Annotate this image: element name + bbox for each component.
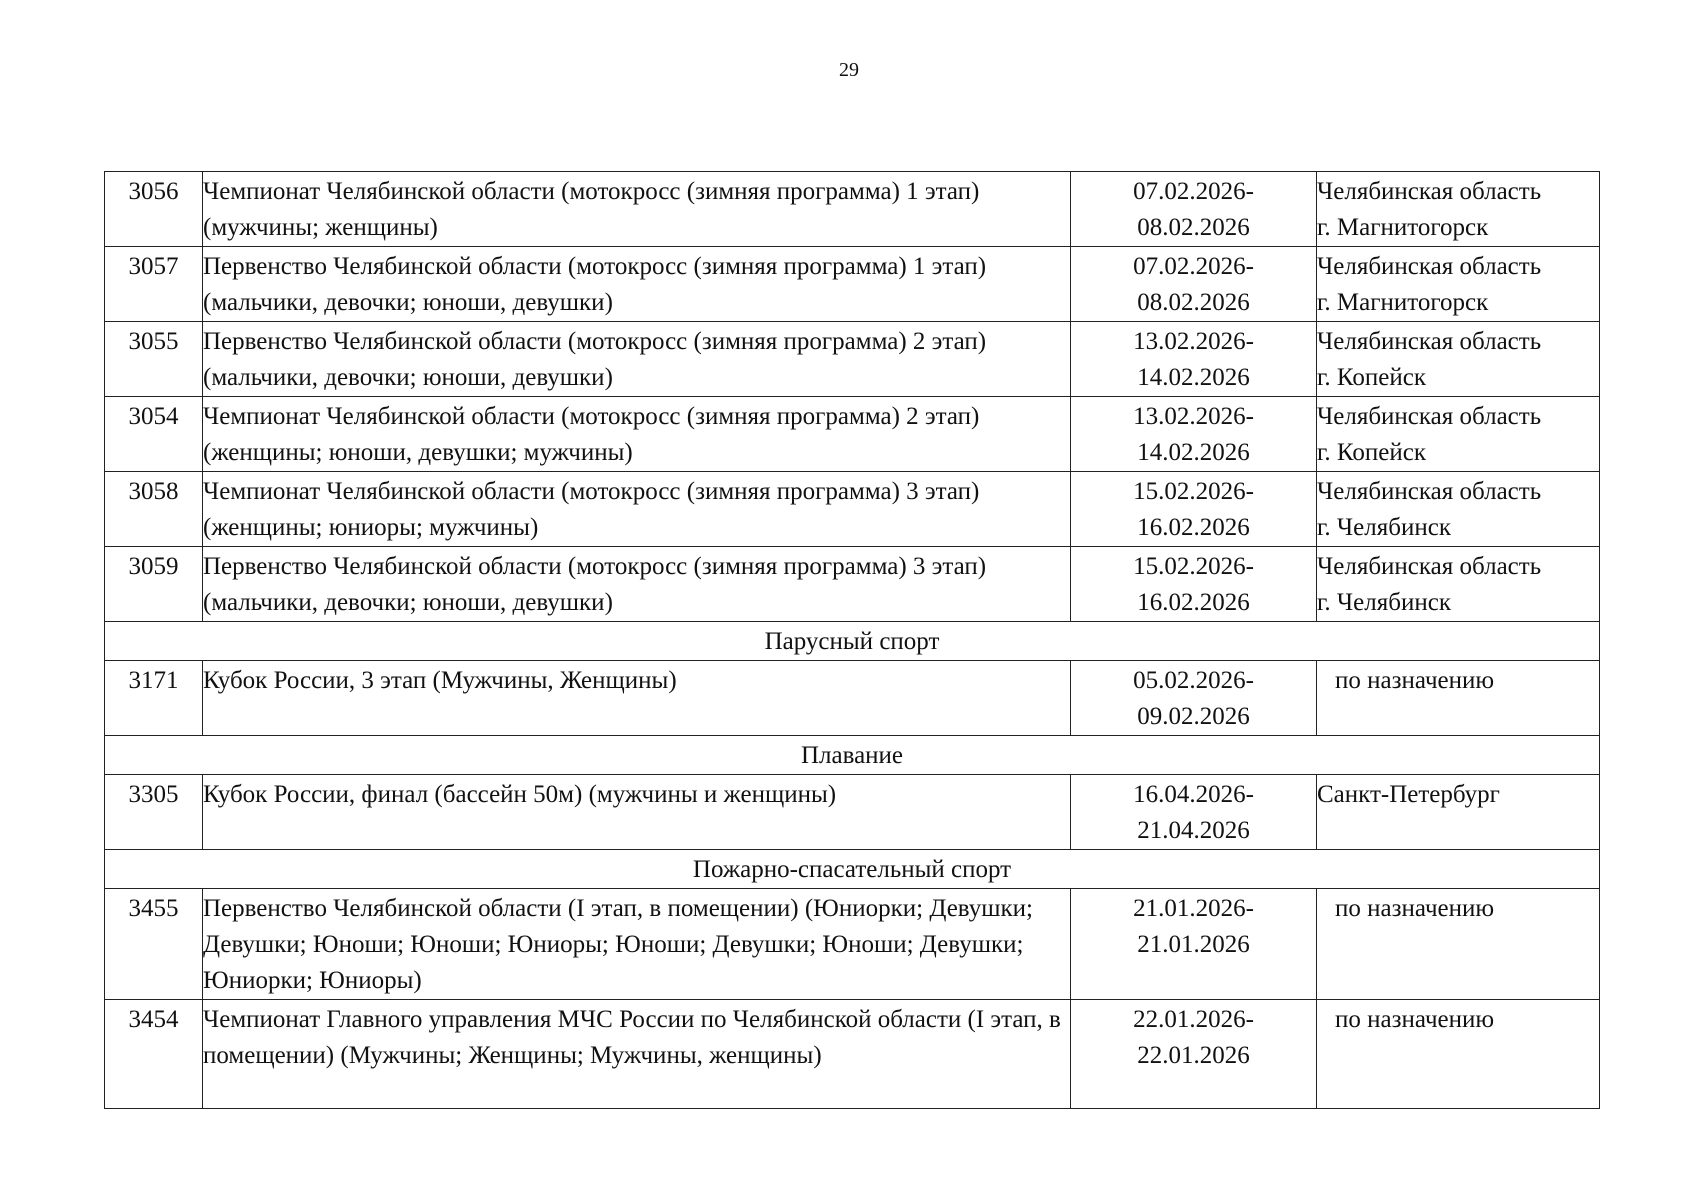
place-region: Челябинская область	[1317, 178, 1542, 205]
event-place	[1317, 247, 1600, 322]
place-region: Челябинская область	[1317, 328, 1542, 355]
section-row	[105, 736, 1600, 775]
event-place	[1317, 889, 1600, 1000]
section-title: Парусный спорт	[105, 622, 1600, 661]
event-place	[1317, 1000, 1600, 1109]
event-name: Первенство Челябинской области (мотокросс (зимняя программа) 1 этап) (мальчики, девочки; юноши, девушки)	[203, 247, 1071, 322]
date-to: 16.02.2026	[1137, 589, 1250, 616]
event-name: Кубок России, финал (бассейн 50м) (мужчины и женщины)	[203, 775, 1071, 850]
date-to: 08.02.2026	[1137, 289, 1250, 316]
date-from: 07.02.2026-	[1133, 178, 1254, 205]
date-from: 15.02.2026-	[1133, 553, 1254, 580]
event-dates	[1071, 1000, 1317, 1109]
date-to: 09.02.2026	[1137, 703, 1250, 730]
place-region: Челябинская область	[1317, 478, 1542, 505]
date-from: 22.01.2026-	[1133, 1006, 1254, 1033]
event-place	[1317, 172, 1600, 247]
place-city: г. Магнитогорск	[1317, 289, 1489, 316]
table-row	[105, 775, 1600, 850]
event-name: Первенство Челябинской области (I этап, в помещении) (Юниорки; Девушки; Девушки; Юноши; Юноши; Юниоры; Юноши; Девушки; Юноши; Девушки; Юниорки; Юниоры)	[203, 889, 1071, 1000]
event-number: 3454	[105, 1000, 203, 1109]
table-row	[105, 547, 1600, 622]
event-name: Чемпионат Челябинской области (мотокросс (зимняя программа) 1 этап) (мужчины; женщины)	[203, 172, 1071, 247]
event-number: 3054	[105, 397, 203, 472]
event-number: 3305	[105, 775, 203, 850]
event-dates	[1071, 247, 1317, 322]
place-region: Санкт-Петербург	[1317, 781, 1500, 808]
event-dates	[1071, 661, 1317, 736]
date-to: 14.02.2026	[1137, 439, 1250, 466]
section-row	[105, 622, 1600, 661]
place-city: г. Челябинск	[1317, 589, 1451, 616]
place-region: по назначению	[1335, 1006, 1495, 1033]
place-region: Челябинская область	[1317, 403, 1542, 430]
event-number: 3056	[105, 172, 203, 247]
table-row	[105, 322, 1600, 397]
date-from: 05.02.2026-	[1133, 667, 1254, 694]
event-name: Первенство Челябинской области (мотокросс (зимняя программа) 2 этап) (мальчики, девочки; юноши, девушки)	[203, 322, 1071, 397]
date-to: 08.02.2026	[1137, 214, 1250, 241]
table-row	[105, 247, 1600, 322]
event-name: Чемпионат Челябинской области (мотокросс (зимняя программа) 2 этап) (женщины; юноши, девушки; мужчины)	[203, 397, 1071, 472]
date-from: 21.01.2026-	[1133, 895, 1254, 922]
event-name: Первенство Челябинской области (мотокросс (зимняя программа) 3 этап) (мальчики, девочки; юноши, девушки)	[203, 547, 1071, 622]
table-row	[105, 661, 1600, 736]
event-number: 3058	[105, 472, 203, 547]
event-number: 3057	[105, 247, 203, 322]
place-region: по назначению	[1335, 667, 1495, 694]
event-place	[1317, 397, 1600, 472]
event-dates	[1071, 397, 1317, 472]
event-place	[1317, 547, 1600, 622]
event-name: Кубок России, 3 этап (Мужчины, Женщины)	[203, 661, 1071, 736]
event-dates	[1071, 889, 1317, 1000]
event-dates	[1071, 547, 1317, 622]
table-row	[105, 472, 1600, 547]
date-to: 22.01.2026	[1137, 1042, 1250, 1069]
place-city: г. Челябинск	[1317, 514, 1451, 541]
date-from: 13.02.2026-	[1133, 328, 1254, 355]
event-name: Чемпионат Главного управления МЧС России по Челябинской области (I этап, в помещении) (Мужчины; Женщины; Мужчины, женщины)	[203, 1000, 1071, 1109]
table-row	[105, 1000, 1600, 1109]
event-place	[1317, 322, 1600, 397]
event-dates	[1071, 322, 1317, 397]
event-place	[1317, 472, 1600, 547]
page-number: 29	[839, 59, 859, 81]
section-title: Пожарно-спасательный спорт	[105, 850, 1600, 889]
date-to: 16.02.2026	[1137, 514, 1250, 541]
section-row	[105, 850, 1600, 889]
event-dates	[1071, 172, 1317, 247]
table-row	[105, 889, 1600, 1000]
date-to: 14.02.2026	[1137, 364, 1250, 391]
section-title: Плавание	[105, 736, 1600, 775]
date-to: 21.01.2026	[1137, 931, 1250, 958]
place-region: Челябинская область	[1317, 253, 1542, 280]
event-place	[1317, 775, 1600, 850]
events-table	[104, 171, 1600, 1109]
event-number: 3171	[105, 661, 203, 736]
event-place	[1317, 661, 1600, 736]
place-city: г. Копейск	[1317, 364, 1426, 391]
event-number: 3455	[105, 889, 203, 1000]
date-from: 13.02.2026-	[1133, 403, 1254, 430]
event-number: 3059	[105, 547, 203, 622]
place-city: г. Копейск	[1317, 439, 1426, 466]
event-dates	[1071, 775, 1317, 850]
date-from: 07.02.2026-	[1133, 253, 1254, 280]
date-from: 16.04.2026-	[1133, 781, 1254, 808]
place-region: Челябинская область	[1317, 553, 1542, 580]
event-dates	[1071, 472, 1317, 547]
place-city: г. Магнитогорск	[1317, 214, 1489, 241]
place-region: по назначению	[1335, 895, 1495, 922]
date-from: 15.02.2026-	[1133, 478, 1254, 505]
table-row	[105, 397, 1600, 472]
event-number: 3055	[105, 322, 203, 397]
table-row	[105, 172, 1600, 247]
date-to: 21.04.2026	[1137, 817, 1250, 844]
event-name: Чемпионат Челябинской области (мотокросс (зимняя программа) 3 этап) (женщины; юниоры; мужчины)	[203, 472, 1071, 547]
